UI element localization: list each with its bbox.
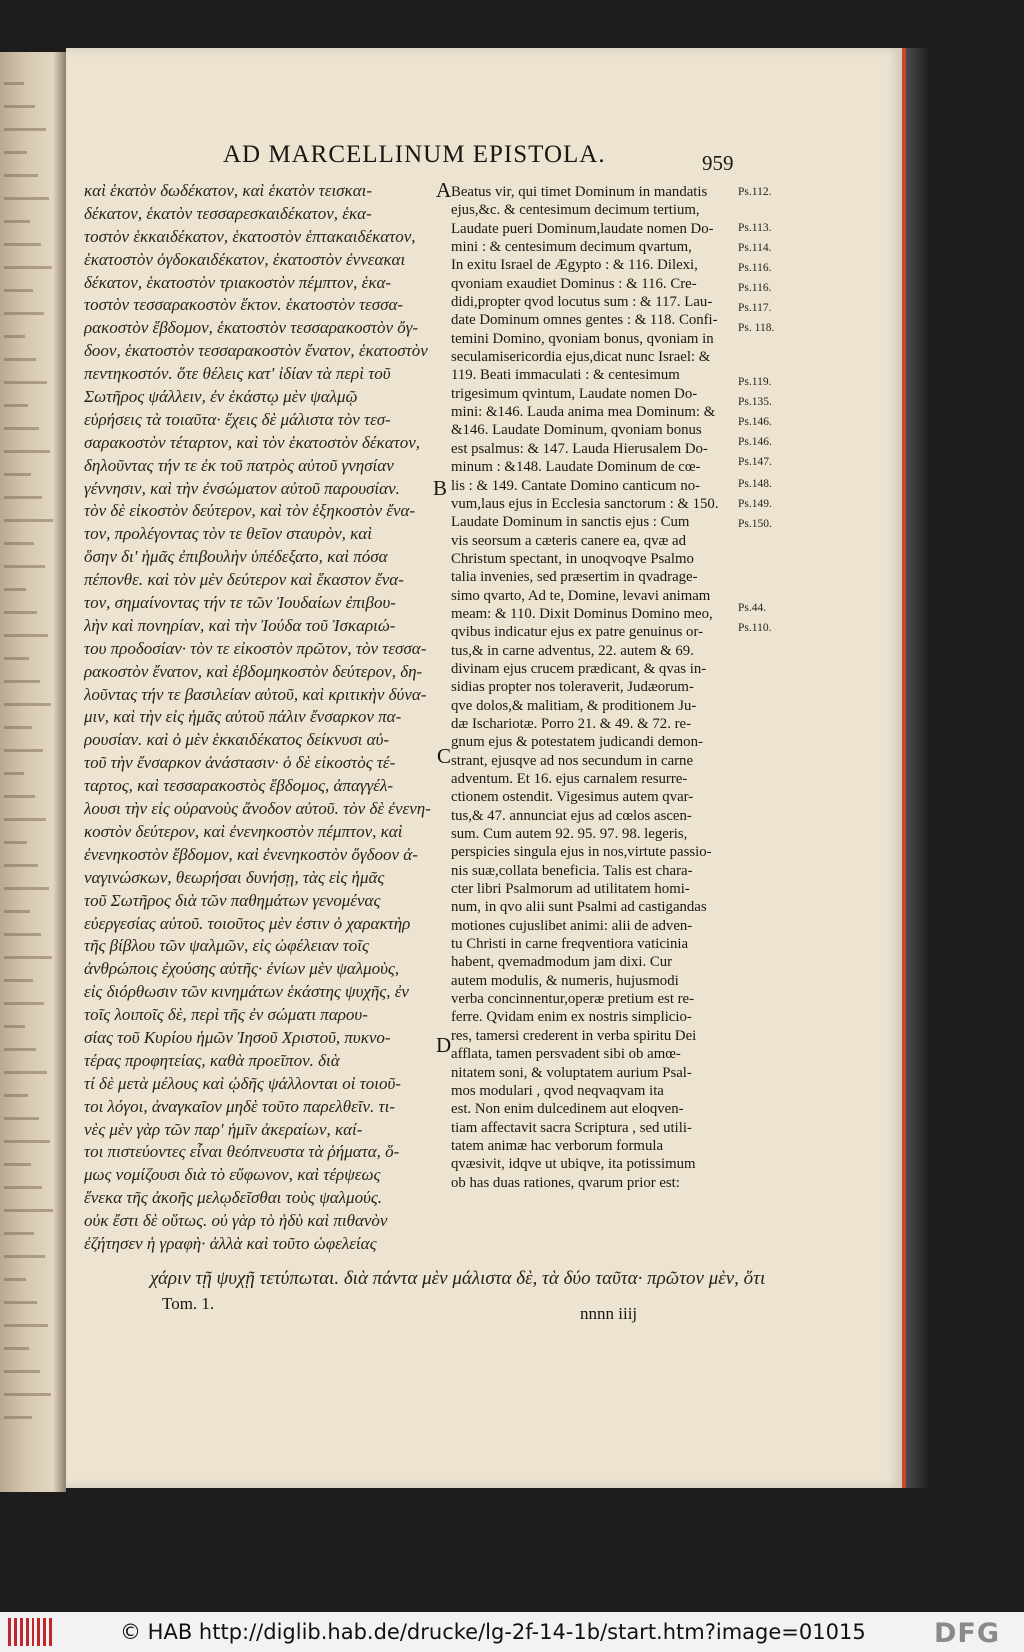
facing-page-text-trace <box>4 795 35 798</box>
greek-line: τοστὸν τεσσαρακοστὸν ἕκτον. ἑκατοστὸν τεσσα- <box>84 295 404 315</box>
psalm-reference: Ps.116. <box>738 282 772 294</box>
greek-line: τοι λόγοι, ἀναγκαῖον μηδὲ τοῦτο παρελθεῖν. τι- <box>84 1096 396 1116</box>
latin-line: verba concinnentur,operæ pretium est re- <box>451 991 695 1008</box>
section-letter: B <box>433 476 448 500</box>
latin-line: seculamisericordia ejus,dicat nunc Israel: & <box>451 349 711 366</box>
greek-column <box>84 180 444 1256</box>
greek-line: σίας τοῦ Κυρίου ἡμῶν Ἰησοῦ Χριστοῦ, πυκνο- <box>84 1027 391 1047</box>
greek-line: ἐνενηκοστὸν ἕβδομον, καὶ ἐνενηκοστὸν ὄγδοον ἀ- <box>84 844 418 864</box>
greek-line: πεντηκοστόν. ὅτε θέλεις κατ' ἰδίαν τὰ περὶ τοῦ <box>84 364 391 384</box>
facing-page-text-trace <box>4 1278 26 1281</box>
latin-line: meam: & 110. Dixit Dominus Domino meo, <box>451 605 713 622</box>
latin-line: qvibus indicatur ejus ex patre genuinus or- <box>451 624 704 641</box>
greek-line: σαρακοστὸν τέταρτον, καὶ τὸν ἑκατοστὸν δέκατον, <box>84 432 421 452</box>
psalm-reference: Ps.150. <box>738 518 772 530</box>
psalm-reference: Ps.116. <box>738 262 772 274</box>
greek-line: ναγινώσκων, θεωρήσαι δυνήσῃ, τὰς εἰς ἡμᾶς <box>84 867 385 887</box>
latin-line: Beatus vir, qui timet Dominum in mandatis <box>451 184 708 200</box>
greek-line: δέκατον, ἑκατοστὸν τριακοστὸν πέμπτον, ἑκα- <box>84 272 392 292</box>
facing-page-text-trace <box>4 1071 47 1074</box>
greek-line: Σωτῆρος ψάλλειν, ἐν ἑκάστῳ μὲν ψαλμῷ <box>84 387 358 407</box>
greek-line: ἐζήτησεν ἡ γραφὴ· ἀλλὰ καὶ τοῦτο ὠφελείας <box>84 1233 377 1253</box>
latin-line: talia invenies, sed præsertim in qvadrage- <box>451 569 698 586</box>
facing-page-text-trace <box>4 910 30 913</box>
facing-page-text-trace <box>4 657 29 660</box>
facing-page-text-trace <box>4 726 32 729</box>
greek-line: ἑκατοστὸν ὀγδοκαιδέκατον, ἑκατοστὸν ἐννεακαι <box>84 249 406 269</box>
facing-page-text-trace <box>4 1094 28 1097</box>
facing-page-text-trace <box>4 1393 51 1396</box>
facing-page-text-trace <box>4 1025 25 1028</box>
latin-line: afflata, tamen persvadent sibi ob amœ- <box>451 1046 681 1063</box>
psalm-reference: Ps.147. <box>738 456 772 468</box>
latin-column <box>451 183 736 1192</box>
facing-page-text-trace <box>4 634 48 637</box>
greek-line: δέκατον, ἑκατὸν τεσσαρεσκαιδέκατον, ἑκα- <box>84 203 372 223</box>
facing-page-text-trace <box>4 1002 44 1005</box>
facing-page-text-trace <box>4 1370 40 1373</box>
latin-line: divinam ejus crucem prædicant, & qvas in- <box>451 660 707 677</box>
greek-line: τοῖς λοιποῖς δὲ, περὶ τῆς ἐν σώματι παρου- <box>84 1005 368 1025</box>
latin-line: simo qvarto, Ad te, Domine, levavi animam <box>451 587 711 604</box>
facing-page-text-trace <box>4 979 33 982</box>
facing-page-text-trace <box>4 565 45 568</box>
greek-line: τέρας προφητείας, καθὰ προεῖπον. διὰ <box>84 1050 340 1070</box>
latin-line: qve dolos,& malitiam, & proditionem Ju- <box>451 697 697 714</box>
latin-line: perspicies singula ejus in nos,virtute passio- <box>451 844 712 861</box>
greek-line: ἕνεκα τῆς ἀκοῆς μελῳδεῖσθαι τοὺς ψαλμούς. <box>84 1188 383 1208</box>
greek-line: ρακοστὸν ἔνατον, καὶ ἑβδομηκοστὸν δεύτερον, δη- <box>84 661 423 681</box>
latin-line: motiones cujuslibet animi: alii de adven- <box>451 917 693 934</box>
greek-line: κοστὸν δεύτερον, καὶ ἐνενηκοστὸν πέμπτον, καὶ <box>84 821 403 841</box>
facing-page-text-trace <box>4 1140 50 1143</box>
latin-line: num, in qvo alii sunt Psalmi ad castigandas <box>451 899 707 916</box>
latin-line: adventum. Et 16. ejus carnalem resurre- <box>451 771 688 787</box>
section-letter: D <box>436 1033 452 1057</box>
footer-citation[interactable]: © HAB http://diglib.hab.de/drucke/lg-2f-14-1b/start.htm?image=01015 <box>120 1620 866 1644</box>
latin-line: Christum spectant, in unoqvoqve Psalmo <box>451 550 694 567</box>
page-shadow <box>906 48 930 1488</box>
volume-mark: Tom. 1. <box>162 1294 215 1313</box>
section-letter: A <box>436 178 452 202</box>
facing-page-edge <box>0 52 66 1492</box>
greek-line: καὶ ἑκατὸν δωδέκατον, καὶ ἑκατὸν τεισκαι- <box>84 181 373 200</box>
running-head: AD MARCELLINUM EPISTOLA. <box>223 141 606 168</box>
latin-line: ejus,&c. & centesimum decimum tertium, <box>451 202 700 219</box>
latin-line: gnum ejus & potestatem judicandi demon- <box>451 734 703 751</box>
greek-line: γέννησιν, καὶ τὴν ἐνσώματον αὐτοῦ παρουσίαν. <box>84 478 400 498</box>
latin-line: ctionem ostendit. Vigesimus autem qvar- <box>451 789 694 806</box>
psalm-reference: Ps.112. <box>738 186 772 198</box>
latin-line: res, tamersi crederent in verba spiritu Dei <box>451 1027 697 1044</box>
greek-line: δοον, ἑκατοστὸν τεσσαρακοστὸν ἔνατον, ἑκατοστὸν <box>84 341 428 361</box>
greek-line: μως νομίζουσι διὰ τὸ εὔφωνον, καὶ τέρψεως <box>84 1165 381 1185</box>
facing-page-text-trace <box>4 220 30 223</box>
facing-page-text-trace <box>4 1163 31 1166</box>
facing-page-text-trace <box>4 680 40 683</box>
facing-page-text-trace <box>4 1255 45 1258</box>
facing-page-text-trace <box>4 1048 36 1051</box>
greek-line: λοῦντας τήν τε βασιλείαν αὐτοῦ, καὶ κριτικὴν δύνα- <box>84 684 427 704</box>
psalm-reference: Ps.146. <box>738 416 772 428</box>
latin-line: 119. Beati immaculati : & centesimum <box>451 367 680 384</box>
hab-logo-icon <box>8 1618 52 1646</box>
latin-line: vis seorsum a cæteris canere ea, qvæ ad <box>451 532 687 549</box>
latin-line: autem modulis, & numeris, hujusmodi <box>451 972 679 989</box>
facing-page-text-trace <box>4 841 27 844</box>
psalm-reference: Ps.110. <box>738 622 772 634</box>
signature-mark: nnnn iiij <box>580 1304 638 1323</box>
latin-line: tiam affectavit sacra Scriptura , sed utili- <box>451 1119 692 1136</box>
greek-line: τῆς βίβλου τῶν ψαλμῶν, εἰς ὠφέλειαν τοῖς <box>84 936 369 956</box>
facing-page-text-trace <box>4 450 50 453</box>
latin-line: tu Christi in carne freqventiora vaticinia <box>451 936 689 953</box>
facing-page-text-trace <box>4 496 42 499</box>
facing-page-text-trace <box>4 818 46 821</box>
latin-line: trigesimum qvintum, Laudate nomen Do- <box>451 385 698 402</box>
greek-line: τον, προλέγοντας τὸν τε θεῖον σταυρὸν, καὶ <box>84 524 372 544</box>
latin-line: ferre. Qvidam enim ex nostris simplicio- <box>451 1009 692 1026</box>
greek-line: πέπονθε. καὶ τὸν μὲν δεύτερον καὶ ἕκαστον ἔνα- <box>84 570 404 590</box>
psalm-reference: Ps.149. <box>738 498 772 510</box>
facing-page-text-trace <box>4 381 47 384</box>
psalm-reference: Ps.117. <box>738 302 772 314</box>
facing-page-text-trace <box>4 864 38 867</box>
greek-line: λουσι τὴν εἰς οὐρανοὺς ἄνοδον αὐτοῦ. τὸν δὲ ἐνενη- <box>84 799 431 819</box>
latin-line: sum. Cum autem 92. 95. 97. 98. legeris, <box>451 826 688 843</box>
psalm-reference: Ps.135. <box>738 396 772 408</box>
latin-line: nitatem soni, & voluptatem aurium Psal- <box>451 1064 692 1081</box>
facing-page-text-trace <box>4 749 43 752</box>
psalm-reference: Ps.114. <box>738 242 772 254</box>
greek-line: τοστὸν ἑκκαιδέκατον, ἑκατοστὸν ἑπτακαιδέκατον, <box>84 226 416 246</box>
greek-line: ὅσην δι' ἡμᾶς ἐπιβουλὴν ὑπέδεξατο, καὶ πόσα <box>84 547 388 567</box>
latin-line: est. Non enim dulcedinem aut eloqven- <box>451 1101 684 1118</box>
greek-line: δηλοῦντας τήν τε ἐκ τοῦ πατρὸς αὐτοῦ γνησίαν <box>84 455 394 475</box>
latin-line: qvæsivit, idqve ut ubiqve, ita potissimum <box>451 1156 696 1173</box>
latin-line: ob has duas rationes, qvarum prior est: <box>451 1174 680 1191</box>
greek-line: εὑρήσεις τὰ τοιαῦτα· ἔχεις δὲ μάλιστα τὸν τεσ- <box>84 409 391 429</box>
latin-line: vum,laus ejus in Ecclesia sanctorum : & 150. <box>451 495 719 512</box>
latin-line: qvoniam exaudiet Dominus : & 116. Cre- <box>451 275 697 292</box>
psalm-reference: Ps.113. <box>738 222 772 234</box>
greek-line: τον, σημαίνοντας τήν τε τῶν Ἰουδαίων ἐπιβου- <box>84 593 396 613</box>
facing-page-text-trace <box>4 312 44 315</box>
psalm-reference: Ps.44. <box>738 602 767 614</box>
dfg-logo: DFG <box>934 1618 1001 1649</box>
facing-page-text-trace <box>4 128 46 131</box>
latin-line: tatem animæ hac verborum formula <box>451 1137 664 1154</box>
greek-line: εἰς διόρθωσιν τῶν κινημάτων ἑκάστης ψυχῆς, ἐν <box>84 982 409 1002</box>
facing-page-text-trace <box>4 105 35 108</box>
latin-line: minum : &148. Laudate Dominum de cœ- <box>451 459 701 476</box>
facing-page-text-trace <box>4 519 53 522</box>
greek-line: ρακοστὸν ἕβδομον, ἑκατοστὸν τεσσαρακοστὸν ὄγ- <box>84 318 419 338</box>
facing-page-text-trace <box>4 358 36 361</box>
greek-line: του προδοσίαν· τὸν τε εἰκοστὸν πρῶτον, τὸν τεσσα- <box>84 638 427 658</box>
facing-page-text-trace <box>4 1324 48 1327</box>
greek-line: μιν, καὶ τὴν εἰς ἡμᾶς αὐτοῦ πάλιν ἔνσαρκον πα- <box>84 707 402 727</box>
psalm-reference: Ps.146. <box>738 436 772 448</box>
facing-page-text-trace <box>4 82 24 85</box>
latin-line: tus,& in carne adventus, 22. autem & 69. <box>451 642 694 659</box>
latin-line: est psalmus: & 147. Lauda Hierusalem Do- <box>451 440 708 457</box>
facing-page-text-trace <box>4 151 27 154</box>
latin-line: tus,& 47. annunciat ejus ad cœlos ascen- <box>451 807 692 824</box>
greek-line: οὐκ ἔστι δὲ οὕτως. οὐ γὰρ τὸ ἡδὺ καὶ πιθανὸν <box>84 1211 388 1231</box>
latin-line: didi,propter qvod locutus sum : & 117. Lau- <box>451 294 713 311</box>
facing-page-text-trace <box>4 1186 42 1189</box>
latin-line: dæ Ischariotæ. Porro 21. & 49. & 72. re- <box>451 715 692 732</box>
footer-bar <box>0 1612 1024 1652</box>
latin-line: In exitu Israel de Ægypto : & 116. Dilexi, <box>451 257 698 274</box>
facing-page-text-trace <box>4 335 25 338</box>
latin-line: temini Domino, qvoniam bonus, qvoniam in <box>451 330 714 347</box>
latin-line: lis : & 149. Cantate Domino canticum no- <box>451 477 701 494</box>
greek-line: εὐεργεσίας αὐτοῦ. τοιοῦτος μὲν ἐστιν ὁ χαρακτὴρ <box>84 913 411 933</box>
greek-line: ἀνθρώποις ἐχούσης αὐτῆς· ἐνίων μὲν ψαλμοὺς, <box>84 959 400 979</box>
facing-page-text-trace <box>4 542 34 545</box>
latin-line: habent, qvemadmodum jam dixi. Cur <box>451 954 673 971</box>
facing-page-text-trace <box>4 956 52 959</box>
facing-page-text-trace <box>4 588 26 591</box>
facing-page-text-trace <box>4 703 51 706</box>
section-letter: C <box>437 744 452 768</box>
bottom-greek-line: χάριν τῇ ψυχῇ τετύπωται. διὰ πάντα μὲν μάλιστα δὲ, τὰ δύο ταῦτα· πρῶτον μὲν, ὅτι <box>150 1268 766 1289</box>
facing-page-text-trace <box>4 887 49 890</box>
greek-line: λὴν καὶ πονηρίαν, καὶ τὴν Ἰούδα τοῦ Ἰσκαριώ- <box>84 615 396 635</box>
greek-line: νὲς μὲν γὰρ τῶν παρ' ἡμῖν ἀκεραίων, καί- <box>84 1119 363 1139</box>
page-number: 959 <box>702 151 734 175</box>
facing-page-text-trace <box>4 427 39 430</box>
facing-page-text-trace <box>4 473 31 476</box>
latin-line: mos modulari , qvod neqvaqvam ita <box>451 1082 664 1099</box>
greek-line: τί δὲ μετὰ μέλους καὶ ᾠδῆς ψάλλονται οἱ τοιοῦ- <box>84 1073 401 1093</box>
psalm-reference: Ps. 118. <box>738 322 775 334</box>
latin-line: mini: &146. Lauda anima mea Dominum: & <box>451 404 716 421</box>
facing-page-text-trace <box>4 174 38 177</box>
greek-line: ταρτος, καὶ τεσσαρακοστὸς ἕβδομος, ἀπαγγέλ- <box>84 776 394 796</box>
latin-line: &146. Laudate Dominum, qvoniam bonus <box>451 422 702 439</box>
facing-page-text-trace <box>4 1416 32 1419</box>
facing-page-text-trace <box>4 1209 53 1212</box>
latin-line: Laudate pueri Dominum,laudate nomen Do- <box>451 220 714 237</box>
greek-line: ρουσίαν. καὶ ὁ μὲν ἑκκαιδέκατος δείκνυσι αὐ- <box>84 730 390 750</box>
facing-page-text-trace <box>4 404 28 407</box>
facing-page-text-trace <box>4 1347 29 1350</box>
facing-page-text-trace <box>4 1301 37 1304</box>
latin-line: nis suæ,collata beneficia. Talis est chara- <box>451 862 693 879</box>
greek-line: τοῦ Σωτῆρος διὰ τῶν παθημάτων γενομένας <box>84 890 381 910</box>
greek-line: τοι πιστεύοντες εἶναι θεόπνευστα τὰ ῥήματα, ὅ- <box>84 1142 400 1162</box>
facing-page-text-trace <box>4 243 41 246</box>
latin-line: sidias propter nos toleraverit, Judæorum- <box>451 679 694 696</box>
latin-line: strant, ejusqve ad nos secundum in carne <box>451 752 694 769</box>
facing-page-text-trace <box>4 1232 34 1235</box>
latin-line: Laudate Dominum in sanctis ejus : Cum <box>451 514 690 531</box>
psalm-reference: Ps.148. <box>738 478 772 490</box>
facing-page-text-trace <box>4 933 41 936</box>
latin-line: cter libri Psalmorum ad utilitatem homi- <box>451 881 690 898</box>
facing-page-text-trace <box>4 1117 39 1120</box>
greek-line: τοῦ τὴν ἔνσαρκον ἀνάστασιν· ὁ δὲ εἰκοστὸς τέ- <box>84 753 396 773</box>
facing-page-text-trace <box>4 266 52 269</box>
latin-line: date Dominum omnes gentes : & 118. Confi- <box>451 312 718 329</box>
greek-line: τὸν δὲ εἰκοστὸν δεύτερον, καὶ τὸν ἑξηκοστὸν ἔνα- <box>84 501 416 521</box>
facing-page-text-trace <box>4 611 37 614</box>
facing-page-text-trace <box>4 289 33 292</box>
latin-line: mini : & centesimum decimum qvartum, <box>451 239 692 256</box>
psalm-reference: Ps.119. <box>738 376 772 388</box>
facing-page-text-trace <box>4 772 24 775</box>
facing-page-text-trace <box>4 197 49 200</box>
